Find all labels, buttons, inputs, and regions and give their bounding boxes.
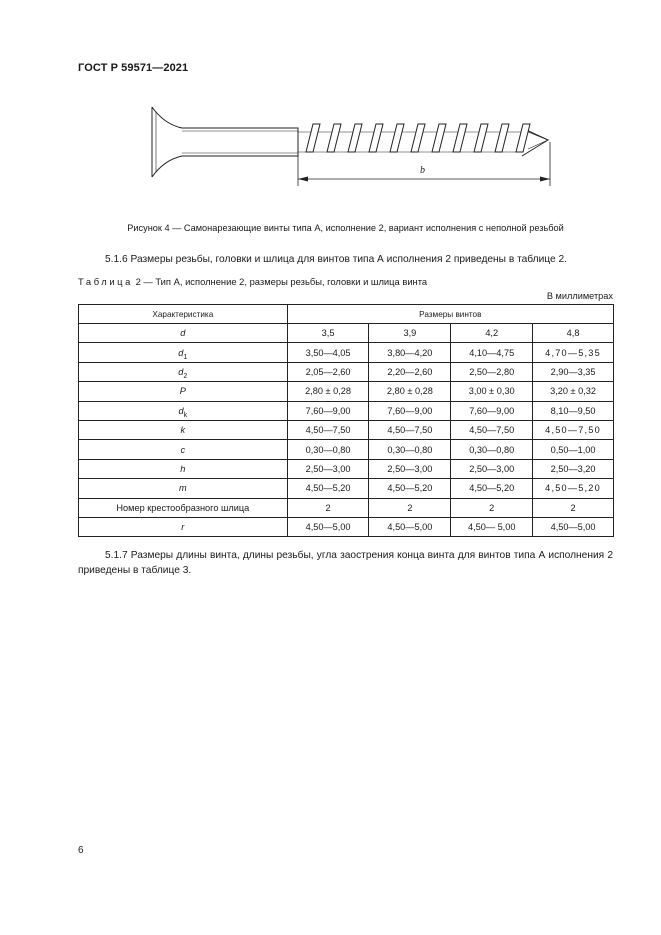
table-cell: 0,30—0,80 (287, 440, 369, 459)
table-cell: 3,20 ± 0,32 (533, 382, 614, 401)
screw-drawing (130, 102, 560, 192)
table-cell: 3,9 (369, 324, 451, 343)
characteristic-symbol: P (179, 386, 186, 397)
table-cell: 7,60—9,00 (287, 401, 369, 420)
table-cell: 4,70—5,35 (533, 343, 614, 362)
table-row (79, 440, 614, 459)
dimension-line-b (298, 142, 550, 186)
thread-crest (369, 124, 383, 152)
table-cell: 4,8 (533, 324, 614, 343)
table-cell: 2,50—3,00 (287, 459, 369, 478)
thread-crest (390, 124, 404, 152)
table-cell: 4,50—5,20 (369, 479, 451, 498)
table-cell: 4,10—4,75 (451, 343, 533, 362)
row-characteristic (79, 517, 288, 536)
table-cell: 4,50—7,50 (287, 420, 369, 439)
table-cell: 2 (451, 498, 533, 517)
table-cell: 3,5 (287, 324, 369, 343)
table-row (79, 517, 614, 536)
table-cell: 2,20—2,60 (369, 362, 451, 381)
table-row (79, 401, 614, 420)
table-cell: 4,50—5,00 (287, 517, 369, 536)
table-cell: 7,60—9,00 (369, 401, 451, 420)
row-characteristic (79, 343, 288, 362)
table-cell: 4,50—7,50 (451, 420, 533, 439)
row-characteristic (79, 362, 288, 381)
thread-crest (453, 124, 467, 152)
table-row (79, 324, 614, 343)
table-cell: 4,50—5,00 (369, 517, 451, 536)
table-row (79, 420, 614, 439)
row-characteristic (79, 382, 288, 401)
paragraph-5-1-7: 5.1.7 Размеры длины винта, длины резьбы, угла заострения конца винта для винтов типа А исполнения 2 приведены в таблице 3. (78, 550, 613, 576)
table-cell: 2,90—3,35 (533, 362, 614, 381)
table-cell: 2 (533, 498, 614, 517)
table-title (78, 276, 427, 287)
characteristic-subscript: 2 (183, 372, 188, 380)
characteristic-symbol: c (180, 444, 186, 455)
table-cell: 4,50—5,20 (287, 479, 369, 498)
table-row (79, 382, 614, 401)
row-characteristic (79, 420, 288, 439)
table-row (79, 459, 614, 478)
characteristic-symbol: m (178, 483, 187, 494)
table-cell: 4,50—5,00 (533, 517, 614, 536)
table-cell: 2,50—2,80 (451, 362, 533, 381)
table-cell: 2,50—3,00 (369, 459, 451, 478)
table-cell: 2 (287, 498, 369, 517)
characteristic-subscript: 1 (183, 353, 188, 361)
row-characteristic (79, 401, 288, 420)
thread-crest (516, 124, 530, 152)
thread-crest (495, 124, 509, 152)
table-cell: 3,50—4,05 (287, 343, 369, 362)
row-characteristic (79, 498, 288, 517)
table-cell: 4,50—7,50 (369, 420, 451, 439)
table-cell: 4,2 (451, 324, 533, 343)
row-characteristic (79, 324, 288, 343)
table-row (79, 362, 614, 381)
thread-crest (474, 124, 488, 152)
characteristic-symbol: k (180, 425, 186, 436)
characteristic-symbol: d (178, 405, 184, 416)
table-title-word: Таблица (78, 276, 133, 287)
table-header-row (79, 305, 614, 324)
characteristic-symbol: d (180, 328, 186, 339)
figure-caption: Рисунок 4 — Самонарезающие винты типа А, исполнение 2, вариант исполнения с неполной резьбой (127, 223, 564, 233)
table-row (79, 498, 614, 517)
table-cell: 0,30—0,80 (369, 440, 451, 459)
table-cell: 3,00 ± 0,30 (451, 382, 533, 401)
column-header-sizes: Размеры винтов (287, 305, 613, 324)
thread-crest (411, 124, 425, 152)
characteristic-subscript: k (183, 411, 188, 419)
paragraph-5-1-6: 5.1.6 Размеры резьбы, головки и шлица для винтов типа А исполнения 2 приведены в таблице 2. (105, 254, 568, 265)
thread-crest (327, 124, 341, 152)
table-cell: 0,30—0,80 (451, 440, 533, 459)
thread-crest (348, 124, 362, 152)
table-cell: 2,50—3,00 (451, 459, 533, 478)
column-header-characteristic: Характеристика (79, 305, 288, 324)
table-cell: 2,50—3,20 (533, 459, 614, 478)
table-cell: 4,50—5,20 (533, 479, 614, 498)
table-cell: 3,80—4,20 (369, 343, 451, 362)
table-cell: 0,50—1,00 (533, 440, 614, 459)
table-cell: 4,50—7,50 (533, 420, 614, 439)
characteristic-symbol: Номер крестообразного шлица (116, 502, 250, 513)
dimension-label-b: b (420, 165, 425, 176)
standard-header: ГОСТ Р 59571—2021 (78, 62, 189, 74)
characteristic-symbol: d (178, 347, 184, 358)
table-row (79, 343, 614, 362)
characteristic-symbol: h (180, 463, 186, 474)
characteristic-symbol: r (181, 522, 185, 533)
table-cell: 4,50— 5,00 (451, 517, 533, 536)
table-cell: 2,05—2,60 (287, 362, 369, 381)
table-cell: 2,80 ± 0,28 (287, 382, 369, 401)
thread-crest (432, 124, 446, 152)
row-characteristic (79, 479, 288, 498)
spec-table (78, 304, 614, 537)
table-row (79, 479, 614, 498)
screw-head (152, 107, 182, 177)
table-cell: 7,60—9,00 (451, 401, 533, 420)
row-characteristic (79, 459, 288, 478)
screw-shank (182, 128, 298, 156)
table-cell: 2 (369, 498, 451, 517)
row-characteristic (79, 440, 288, 459)
characteristic-symbol: d (178, 366, 184, 377)
page-number: 6 (78, 845, 84, 856)
table-cell: 2,80 ± 0,28 (369, 382, 451, 401)
table-cell: 4,50—5,20 (451, 479, 533, 498)
table-cell: 8,10—9,50 (533, 401, 614, 420)
table-units: В миллиметрах (546, 291, 613, 301)
thread-crest (306, 124, 320, 152)
table-title-text: 2 — Тип А, исполнение 2, размеры резьбы, головки и шлица винта (132, 276, 428, 287)
